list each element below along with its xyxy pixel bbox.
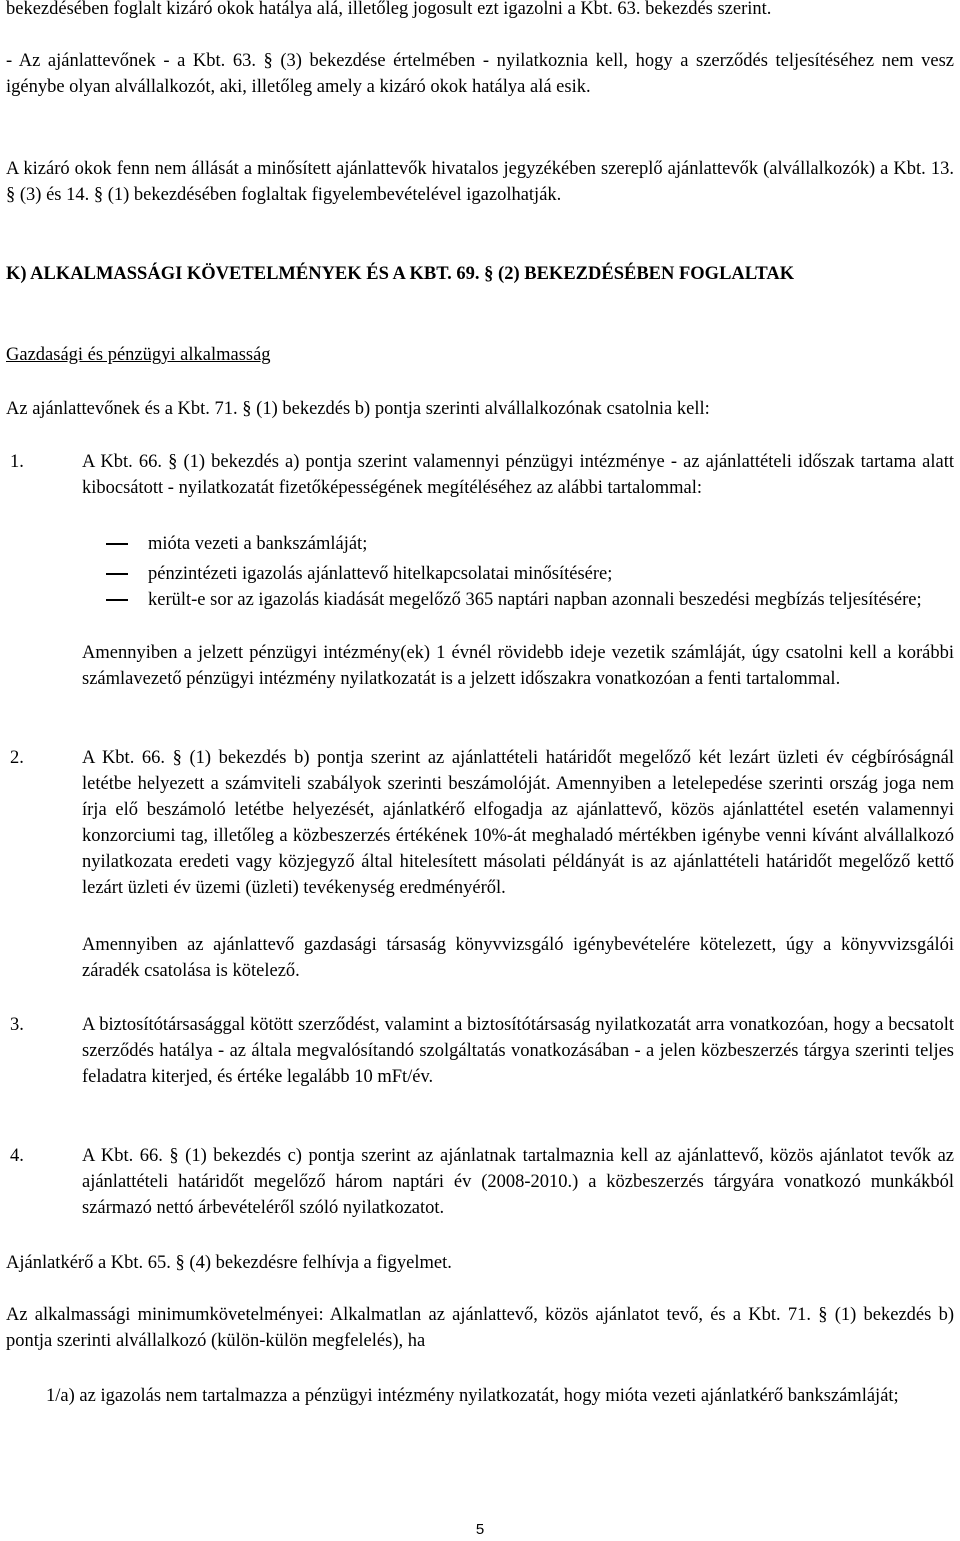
item-3-text: A biztosítótársasággal kötött szerződést, valamint a biztosítótársaság nyilatkozatát arra vonatkozóan, hogy a becsatolt szerződés hatálya - az általa megvalósítandó szolgáltatás vonatkozásában - a jelen közbeszerzés tárgya szerinti teljes feladatra kiterjed, és értéke legalább 10 mFt/év. — [82, 1015, 954, 1087]
intro-paragraph: Az ajánlattevőnek és a Kbt. 71. § (1) bekezdés b) pontja szerinti alvállalkozónak csatolnia kell: — [6, 399, 710, 419]
sub-item-1a-text: az igazolás nem tartalmazza a pénzügyi intézmény nyilatkozatát, hogy mióta vezeti ajánlatkérő bankszámláját; — [79, 1386, 899, 1406]
item-3-number: 3. — [10, 1015, 24, 1035]
item-4-number: 4. — [10, 1146, 24, 1166]
item-1-text: A Kbt. 66. § (1) bekezdés a) pontja szerint valamennyi pénzügyi intézménye - az ajánlattételi időszak tartama alatt kibocsátott - nyilatkozatát fizetőképességének megítéléséhez az alábbi tartalommal: — [82, 452, 954, 498]
dash-item-3: került-e sor az igazolás kiadását megelőző 365 naptári napban azonnali beszedési megbízás teljesítésére; — [82, 587, 954, 613]
item-1-number: 1. — [10, 452, 24, 472]
page-number: 5 — [475, 1521, 485, 1538]
subheading-gazdasagi: Gazdasági és pénzügyi alkalmasság — [6, 345, 271, 365]
item-2-number: 2. — [10, 748, 24, 768]
dash-icon — [106, 543, 128, 545]
dash-icon — [106, 599, 128, 601]
sub-item-1a — [46, 1383, 954, 1409]
text-top-2: - Az ajánlattevőnek - a Kbt. 63. § (3) bekezdése értelmében - nyilatkoznia kell, hogy a szerződés teljesítéséhez nem vesz igénybe olyan alvállalkozót, aki, illetőleg amely a kizáró okok hatálya alá esik. — [6, 51, 954, 97]
item-2-after: Amennyiben az ajánlattevő gazdasági társaság könyvvizsgáló igénybevételére kötelezett, úgy a könyvvizsgálói záradék csatolása is kötelező. — [82, 935, 954, 981]
paragraph-kizaro-okok: A kizáró okok fenn nem állását a minősített ajánlattevők hivatalos jegyzékében szereplő ajánlattevők (alvállalkozók) a Kbt. 13. § (3) és 14. § (1) bekezdésében foglaltak figyelembevételével igazolhatják. — [6, 159, 954, 205]
item-2-text: A Kbt. 66. § (1) bekezdés b) pontja szerint az ajánlattételi határidőt megelőző két lezárt üzleti év cégbíróságnál letétbe helyezett a számviteli szabályok szerinti beszámolóját. Amennyiben a letelepedése szerinti ország joga nem írja elő beszámoló letétbe helyezését, ajánlatkérő elfogadja az ajánlattevő, közös ajánlattétel esetén valamennyi konzorciumi tag, illetőleg a közbeszerzés értékének 10%-át meghaladó mértékben igénybe venni kívánt alvállalkozó nyilatkozata eredeti vagy közjegyző által hitelesített másolati példányát is az ajánlattételi határidőt megelőző kettő lezárt üzleti év üzemi (üzleti) tevékenység eredményéről. — [82, 748, 954, 898]
section-heading: K) ALKALMASSÁGI KÖVETELMÉNYEK ÉS A KBT. 69. § (2) BEKEZDÉSÉBEN FOGLALTAK — [6, 264, 795, 284]
dash-icon — [106, 573, 128, 575]
sub-item-1a-number: 1/a) — [46, 1386, 75, 1406]
text-top-1: bekezdésében foglalt kizáró okok hatálya alá, illetőleg jogosult ezt igazolni a Kbt. 63. bekezdés szerint. — [6, 0, 772, 19]
paragraph-ajanlatkero: Ajánlatkérő a Kbt. 65. § (4) bekezdésre felhívja a figyelmet. — [6, 1253, 452, 1273]
item-1-after: Amennyiben a jelzett pénzügyi intézmény(ek) 1 évnél rövidebb ideje vezetik számláját, úgy csatolni kell a korábbi számlavezető pénzügyi intézmény nyilatkozatát is a jelzett időszakra vonatkozóan a fenti tartalommal. — [82, 643, 954, 689]
dash-item-1: mióta vezeti a bankszámláját; — [82, 531, 954, 557]
dash-item-2: pénzintézeti igazolás ajánlattevő hitelkapcsolatai minősítésére; — [82, 561, 954, 587]
paragraph-minimum: Az alkalmassági minimumkövetelményei: Alkalmatlan az ajánlattevő, közös ajánlatot tevő, és a Kbt. 71. § (1) bekezdés b) pontja szerinti alvállalkozó (külön-külön megfelelés), ha — [6, 1305, 954, 1351]
item-4-text: A Kbt. 66. § (1) bekezdés c) pontja szerint az ajánlatnak tartalmaznia kell az ajánlattevő, közös ajánlatot tevők az ajánlattételi határidőt megelőző három naptári év (2008-2010.) a közbeszerzés tárgyára vonatkozó munkákból származó nettó árbevételéről szóló nyilatkozatot. — [82, 1146, 954, 1218]
